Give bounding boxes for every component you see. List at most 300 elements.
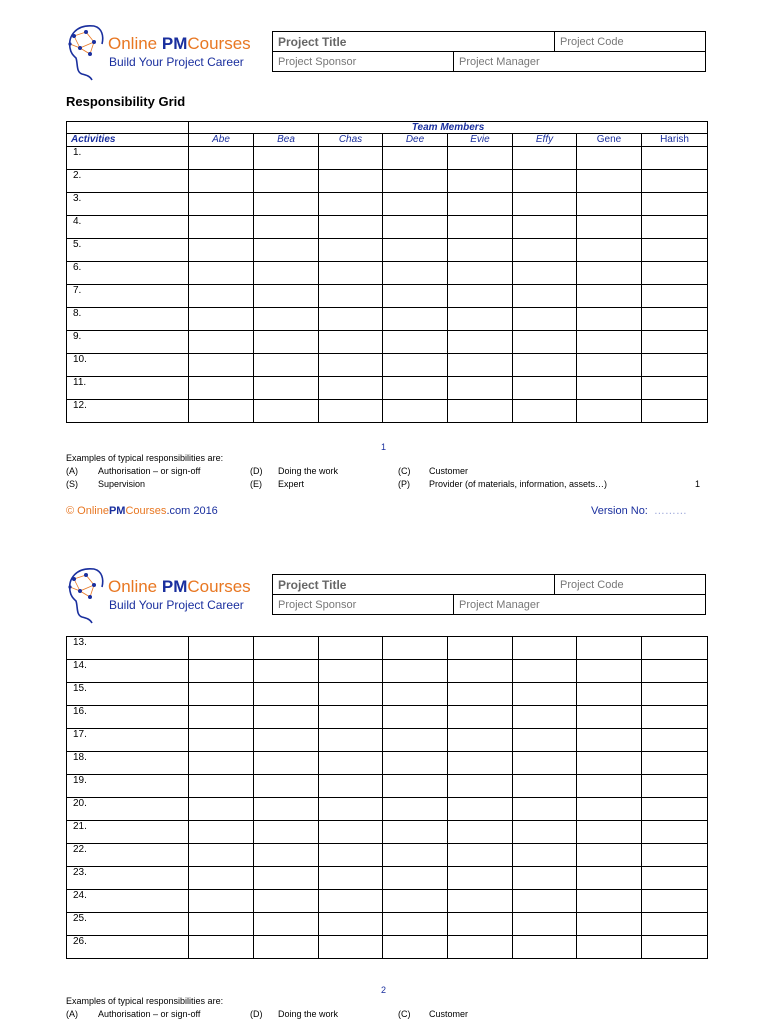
responsibility-cell[interactable]: [254, 867, 319, 890]
legend-code-d: (D): [250, 1009, 263, 1019]
table-row: [67, 752, 708, 775]
responsibility-cell[interactable]: [319, 377, 383, 400]
responsibility-cell[interactable]: [577, 285, 642, 308]
responsibility-cell[interactable]: [577, 798, 642, 821]
responsibility-cell[interactable]: [383, 821, 448, 844]
responsibility-cell[interactable]: [513, 936, 577, 959]
responsibility-cell[interactable]: [642, 308, 708, 331]
responsibility-cell[interactable]: [642, 913, 708, 936]
responsibility-cell[interactable]: [254, 821, 319, 844]
project-sponsor-field[interactable]: Project Sponsor: [273, 595, 454, 615]
responsibility-cell[interactable]: [319, 913, 383, 936]
responsibility-cell[interactable]: [513, 147, 577, 170]
responsibility-cell[interactable]: [642, 170, 708, 193]
activity-cell[interactable]: 22.: [67, 844, 189, 867]
head-network-icon: [64, 22, 110, 84]
responsibility-cell[interactable]: [254, 354, 319, 377]
table-row: [67, 867, 708, 890]
responsibility-grid-table: [66, 636, 708, 959]
responsibility-cell[interactable]: [577, 331, 642, 354]
responsibility-cell[interactable]: [189, 354, 254, 377]
table-row: [67, 308, 708, 331]
responsibility-cell[interactable]: [319, 936, 383, 959]
responsibility-cell[interactable]: [383, 216, 448, 239]
table-row: [67, 239, 708, 262]
responsibility-cell[interactable]: [577, 354, 642, 377]
activity-cell[interactable]: 15.: [67, 683, 189, 706]
responsibility-cell[interactable]: [513, 331, 577, 354]
responsibility-cell[interactable]: [383, 331, 448, 354]
logo-wordmark: Online PMCourses: [108, 34, 251, 53]
logo-tagline: Build Your Project Career: [109, 55, 244, 69]
responsibility-cell[interactable]: [642, 660, 708, 683]
responsibility-cell[interactable]: [513, 637, 577, 660]
responsibility-cell[interactable]: [189, 193, 254, 216]
responsibility-cell[interactable]: [319, 798, 383, 821]
responsibility-cell[interactable]: [254, 262, 319, 285]
activity-cell[interactable]: 21.: [67, 821, 189, 844]
responsibility-cell[interactable]: [319, 285, 383, 308]
responsibility-cell[interactable]: [448, 844, 513, 867]
responsibility-cell[interactable]: [189, 775, 254, 798]
activity-cell[interactable]: 18.: [67, 752, 189, 775]
responsibility-cell[interactable]: [254, 752, 319, 775]
legend-code-d: (D): [250, 466, 263, 476]
responsibility-cell[interactable]: [189, 890, 254, 913]
responsibility-cell[interactable]: [319, 354, 383, 377]
responsibility-cell[interactable]: [254, 890, 319, 913]
logo-wordmark: Online PMCourses: [108, 577, 251, 596]
responsibility-cell[interactable]: [513, 821, 577, 844]
responsibility-cell[interactable]: [319, 216, 383, 239]
responsibility-cell[interactable]: [254, 147, 319, 170]
copyright-notice: © OnlinePMCourses.com 2016: [66, 505, 218, 517]
responsibility-cell[interactable]: [642, 844, 708, 867]
responsibility-cell[interactable]: [577, 936, 642, 959]
responsibility-cell[interactable]: [642, 936, 708, 959]
project-title-field[interactable]: Project Title: [273, 575, 555, 595]
table-row: [67, 798, 708, 821]
legend-text-e: Expert: [278, 479, 305, 489]
responsibility-cell[interactable]: [383, 798, 448, 821]
legend-code-c: (C): [398, 466, 411, 476]
member-header-gene: Gene: [577, 134, 642, 147]
responsibility-cell[interactable]: [448, 354, 513, 377]
online-pm-courses-logo: [64, 565, 254, 627]
responsibility-cell[interactable]: [254, 729, 319, 752]
responsibility-cell[interactable]: [577, 706, 642, 729]
responsibility-cell[interactable]: [189, 867, 254, 890]
responsibility-cell[interactable]: [383, 170, 448, 193]
responsibility-cell[interactable]: [577, 239, 642, 262]
responsibility-cell[interactable]: [319, 308, 383, 331]
responsibility-cell[interactable]: [642, 867, 708, 890]
member-header-dee: Dee: [383, 134, 448, 147]
responsibility-cell[interactable]: [254, 331, 319, 354]
responsibility-cell[interactable]: [383, 683, 448, 706]
responsibility-cell[interactable]: [642, 752, 708, 775]
responsibility-cell[interactable]: [383, 706, 448, 729]
responsibility-cell[interactable]: [513, 752, 577, 775]
responsibility-cell[interactable]: [254, 936, 319, 959]
responsibility-cell[interactable]: [319, 775, 383, 798]
table-row: [67, 821, 708, 844]
responsibility-cell[interactable]: [448, 706, 513, 729]
responsibility-grid-table: [66, 121, 708, 423]
responsibility-cell[interactable]: [254, 193, 319, 216]
responsibility-cell[interactable]: [577, 683, 642, 706]
responsibility-cell[interactable]: [448, 308, 513, 331]
table-row: [67, 890, 708, 913]
responsibility-cell[interactable]: [319, 729, 383, 752]
responsibility-cell[interactable]: [642, 262, 708, 285]
responsibility-cell[interactable]: [319, 331, 383, 354]
responsibility-cell[interactable]: [189, 308, 254, 331]
responsibility-cell[interactable]: [189, 637, 254, 660]
responsibility-cell[interactable]: [189, 936, 254, 959]
responsibility-cell[interactable]: [383, 936, 448, 959]
table-row: [67, 913, 708, 936]
responsibility-cell[interactable]: [642, 821, 708, 844]
activity-cell[interactable]: 7.: [67, 285, 189, 308]
activity-cell[interactable]: 25.: [67, 913, 189, 936]
table-row: [67, 683, 708, 706]
responsibility-cell[interactable]: [448, 913, 513, 936]
responsibility-cell[interactable]: [189, 844, 254, 867]
responsibility-cell[interactable]: [513, 354, 577, 377]
table-row: [67, 331, 708, 354]
responsibility-cell[interactable]: [189, 170, 254, 193]
responsibility-cell[interactable]: [383, 752, 448, 775]
activity-cell[interactable]: 11.: [67, 377, 189, 400]
activity-cell[interactable]: 23.: [67, 867, 189, 890]
responsibility-cell[interactable]: [448, 193, 513, 216]
activity-cell[interactable]: 26.: [67, 936, 189, 959]
responsibility-cell[interactable]: [448, 867, 513, 890]
project-sponsor-field[interactable]: Project Sponsor: [273, 52, 454, 72]
responsibility-cell[interactable]: [189, 377, 254, 400]
responsibility-cell[interactable]: [642, 354, 708, 377]
project-manager-field[interactable]: Project Manager: [454, 52, 706, 72]
table-row: [67, 400, 708, 423]
legend-code-s: (S): [66, 479, 78, 489]
responsibility-cell[interactable]: [642, 706, 708, 729]
responsibility-cell[interactable]: [254, 798, 319, 821]
responsibility-cell[interactable]: [189, 400, 254, 423]
responsibility-cell[interactable]: [189, 216, 254, 239]
responsibility-cell[interactable]: [513, 262, 577, 285]
activity-cell[interactable]: 3.: [67, 193, 189, 216]
examples-heading: Examples of typical responsibilities are:: [66, 996, 224, 1006]
responsibility-cell[interactable]: [513, 683, 577, 706]
version-value[interactable]: ………: [653, 505, 687, 517]
responsibility-cell[interactable]: [383, 377, 448, 400]
activity-cell[interactable]: 24.: [67, 890, 189, 913]
legend-code-a: (A): [66, 1009, 78, 1019]
responsibility-cell[interactable]: [448, 821, 513, 844]
responsibility-cell[interactable]: [642, 637, 708, 660]
responsibility-cell[interactable]: [642, 377, 708, 400]
activity-cell[interactable]: 12.: [67, 400, 189, 423]
responsibility-cell[interactable]: [577, 752, 642, 775]
responsibility-cell[interactable]: [448, 729, 513, 752]
responsibility-cell[interactable]: [189, 660, 254, 683]
responsibility-cell[interactable]: [383, 285, 448, 308]
project-title-field[interactable]: Project Title: [273, 32, 555, 52]
responsibility-cell[interactable]: [642, 147, 708, 170]
responsibility-cell[interactable]: [577, 637, 642, 660]
responsibility-cell[interactable]: [448, 752, 513, 775]
responsibility-cell[interactable]: [189, 683, 254, 706]
responsibility-cell[interactable]: [448, 331, 513, 354]
responsibility-cell[interactable]: [577, 308, 642, 331]
legend-code-c: (C): [398, 1009, 411, 1019]
responsibility-cell[interactable]: [319, 706, 383, 729]
legend-code-a: (A): [66, 466, 78, 476]
responsibility-cell[interactable]: [642, 798, 708, 821]
responsibility-cell[interactable]: [448, 285, 513, 308]
responsibility-cell[interactable]: [383, 844, 448, 867]
activity-cell[interactable]: 8.: [67, 308, 189, 331]
member-header-effy: Effy: [513, 134, 577, 147]
responsibility-cell[interactable]: [383, 775, 448, 798]
project-code-field[interactable]: Project Code: [555, 575, 706, 595]
activity-cell[interactable]: 19.: [67, 775, 189, 798]
responsibility-cell[interactable]: [254, 844, 319, 867]
responsibility-cell[interactable]: [577, 147, 642, 170]
table-row: [67, 354, 708, 377]
responsibility-cell[interactable]: [319, 660, 383, 683]
version-number: Version No: ………: [591, 505, 687, 517]
responsibility-cell[interactable]: [513, 400, 577, 423]
responsibility-cell[interactable]: [383, 913, 448, 936]
responsibility-cell[interactable]: [254, 775, 319, 798]
responsibility-cell[interactable]: [448, 798, 513, 821]
responsibility-cell[interactable]: [577, 913, 642, 936]
responsibility-cell[interactable]: [448, 170, 513, 193]
activity-cell[interactable]: 13.: [67, 637, 189, 660]
project-manager-field[interactable]: Project Manager: [454, 595, 706, 615]
responsibility-cell[interactable]: [513, 285, 577, 308]
responsibility-cell[interactable]: [577, 821, 642, 844]
responsibility-cell[interactable]: [254, 637, 319, 660]
project-header-table: [272, 574, 706, 615]
responsibility-cell[interactable]: [642, 285, 708, 308]
legend-text-a: Authorisation – or sign-off: [98, 1009, 201, 1019]
responsibility-cell[interactable]: [383, 147, 448, 170]
responsibility-cell[interactable]: [254, 216, 319, 239]
responsibility-cell[interactable]: [189, 729, 254, 752]
responsibility-cell[interactable]: [642, 729, 708, 752]
responsibility-cell[interactable]: [513, 844, 577, 867]
responsibility-cell[interactable]: [448, 400, 513, 423]
responsibility-cell[interactable]: [254, 377, 319, 400]
responsibility-cell[interactable]: [577, 170, 642, 193]
table-row: [67, 147, 708, 170]
responsibility-cell[interactable]: [319, 637, 383, 660]
responsibility-cell[interactable]: [254, 913, 319, 936]
activity-cell[interactable]: 17.: [67, 729, 189, 752]
responsibility-cell[interactable]: [513, 377, 577, 400]
activity-cell[interactable]: 9.: [67, 331, 189, 354]
legend-text-d: Doing the work: [278, 466, 339, 476]
responsibility-cell[interactable]: [642, 890, 708, 913]
responsibility-cell[interactable]: [513, 239, 577, 262]
project-header-table: [272, 31, 706, 72]
responsibility-cell[interactable]: [319, 239, 383, 262]
responsibility-cell[interactable]: [319, 193, 383, 216]
responsibility-cell[interactable]: [577, 844, 642, 867]
responsibility-cell[interactable]: [189, 706, 254, 729]
responsibility-cell[interactable]: [513, 308, 577, 331]
responsibility-cell[interactable]: [383, 354, 448, 377]
responsibility-cell[interactable]: [448, 377, 513, 400]
responsibility-cell[interactable]: [383, 239, 448, 262]
responsibility-cell[interactable]: [189, 331, 254, 354]
responsibility-cell[interactable]: [254, 660, 319, 683]
responsibility-cell[interactable]: [448, 936, 513, 959]
responsibility-cell[interactable]: [513, 775, 577, 798]
responsibility-cell[interactable]: [642, 400, 708, 423]
table-row: [67, 377, 708, 400]
responsibility-cell[interactable]: [189, 262, 254, 285]
responsibility-cell[interactable]: [383, 890, 448, 913]
responsibility-cell[interactable]: [189, 821, 254, 844]
responsibility-cell[interactable]: [448, 890, 513, 913]
activity-cell[interactable]: 4.: [67, 216, 189, 239]
responsibility-cell[interactable]: [254, 308, 319, 331]
responsibility-cell[interactable]: [577, 216, 642, 239]
activity-cell[interactable]: 16.: [67, 706, 189, 729]
activity-cell[interactable]: 14.: [67, 660, 189, 683]
activity-cell[interactable]: 20.: [67, 798, 189, 821]
responsibility-cell[interactable]: [577, 660, 642, 683]
responsibility-cell[interactable]: [448, 683, 513, 706]
responsibility-cell[interactable]: [448, 775, 513, 798]
responsibility-cell[interactable]: [513, 660, 577, 683]
legend-text-c: Customer: [429, 1009, 469, 1019]
activity-cell[interactable]: 10.: [67, 354, 189, 377]
responsibility-cell[interactable]: [383, 867, 448, 890]
responsibility-cell[interactable]: [319, 262, 383, 285]
legend-text-a: Authorisation – or sign-off: [98, 466, 201, 476]
responsibility-cell[interactable]: [383, 308, 448, 331]
responsibility-cell[interactable]: [642, 683, 708, 706]
table-row: [67, 637, 708, 660]
responsibility-cell[interactable]: [577, 775, 642, 798]
responsibility-cell[interactable]: [642, 239, 708, 262]
responsibility-cell[interactable]: [189, 913, 254, 936]
activity-cell[interactable]: 5.: [67, 239, 189, 262]
table-row: [67, 285, 708, 308]
responsibility-cell[interactable]: [577, 262, 642, 285]
page-number: 2: [381, 985, 387, 995]
responsibility-cell[interactable]: [513, 729, 577, 752]
grid-corner-cell: [67, 122, 189, 134]
responsibility-cell[interactable]: [577, 729, 642, 752]
responsibility-cell[interactable]: [189, 798, 254, 821]
responsibility-cell[interactable]: [319, 844, 383, 867]
page-title: Responsibility Grid: [66, 94, 186, 109]
responsibility-cell[interactable]: [642, 193, 708, 216]
examples-heading: Examples of typical responsibilities are:: [66, 453, 224, 463]
responsibility-cell[interactable]: [577, 890, 642, 913]
responsibility-cell[interactable]: [319, 400, 383, 423]
legend-text-s: Supervision: [98, 479, 146, 489]
responsibility-cell[interactable]: [254, 170, 319, 193]
responsibility-cell[interactable]: [383, 637, 448, 660]
responsibility-cell[interactable]: [448, 637, 513, 660]
responsibility-cell[interactable]: [642, 775, 708, 798]
responsibility-cell[interactable]: [448, 147, 513, 170]
activity-cell[interactable]: 6.: [67, 262, 189, 285]
project-code-field[interactable]: Project Code: [555, 32, 706, 52]
responsibility-cell[interactable]: [513, 798, 577, 821]
table-row: [67, 170, 708, 193]
responsibility-cell[interactable]: [319, 821, 383, 844]
activity-cell[interactable]: 1.: [67, 147, 189, 170]
responsibility-cell[interactable]: [254, 285, 319, 308]
responsibility-cell[interactable]: [189, 752, 254, 775]
responsibility-cell[interactable]: [383, 193, 448, 216]
table-row: [67, 775, 708, 798]
responsibility-cell[interactable]: [319, 170, 383, 193]
responsibility-cell[interactable]: [254, 239, 319, 262]
responsibility-cell[interactable]: [577, 377, 642, 400]
responsibility-cell[interactable]: [383, 400, 448, 423]
member-header-harish: Harish: [642, 134, 708, 147]
responsibility-cell[interactable]: [319, 890, 383, 913]
responsibility-cell[interactable]: [319, 683, 383, 706]
responsibility-cell[interactable]: [254, 706, 319, 729]
activity-cell[interactable]: 2.: [67, 170, 189, 193]
responsibility-cell[interactable]: [189, 147, 254, 170]
table-row: [67, 844, 708, 867]
responsibility-cell[interactable]: [448, 660, 513, 683]
responsibility-cell[interactable]: [448, 239, 513, 262]
responsibility-cell[interactable]: [448, 262, 513, 285]
responsibility-cell[interactable]: [383, 729, 448, 752]
responsibility-cell[interactable]: [513, 170, 577, 193]
activities-header: Activities: [67, 134, 189, 147]
responsibility-cell[interactable]: [577, 193, 642, 216]
responsibility-cell[interactable]: [513, 867, 577, 890]
member-header-bea: Bea: [254, 134, 319, 147]
responsibility-cell[interactable]: [513, 706, 577, 729]
responsibility-cell[interactable]: [319, 867, 383, 890]
responsibility-cell[interactable]: [448, 216, 513, 239]
responsibility-cell[interactable]: [254, 400, 319, 423]
responsibility-cell[interactable]: [513, 193, 577, 216]
responsibility-cell[interactable]: [254, 683, 319, 706]
page-number: 1: [381, 442, 387, 452]
table-row: [67, 262, 708, 285]
side-number: 1: [695, 479, 701, 489]
responsibility-cell[interactable]: [189, 285, 254, 308]
responsibility-cell[interactable]: [319, 147, 383, 170]
responsibility-cell[interactable]: [577, 867, 642, 890]
responsibility-cell[interactable]: [642, 331, 708, 354]
responsibility-cell[interactable]: [513, 216, 577, 239]
responsibility-cell[interactable]: [642, 216, 708, 239]
responsibility-cell[interactable]: [383, 262, 448, 285]
responsibility-cell[interactable]: [383, 660, 448, 683]
responsibility-cell[interactable]: [513, 913, 577, 936]
responsibility-cell[interactable]: [189, 239, 254, 262]
responsibility-cell[interactable]: [577, 400, 642, 423]
responsibility-cell[interactable]: [513, 890, 577, 913]
responsibility-cell[interactable]: [319, 752, 383, 775]
